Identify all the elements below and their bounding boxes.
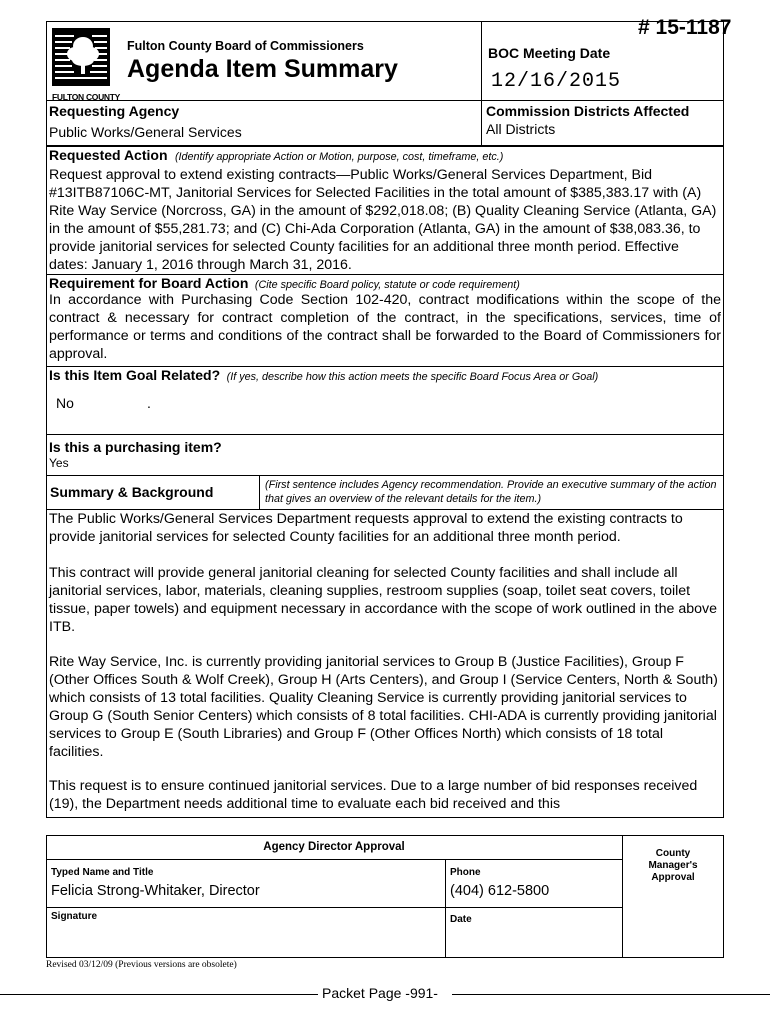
phone-label: Phone bbox=[450, 867, 481, 878]
goal-dot: . bbox=[147, 395, 151, 411]
goal-value: No bbox=[56, 395, 74, 411]
date-label: Date bbox=[450, 914, 472, 925]
summary-paragraph-1: The Public Works/General Services Department requests approval to extend the existing contracts to provide janitorial services for selected County facilities for an additional three month period. bbox=[49, 511, 683, 545]
requirement-text: In accordance with Purchasing Code Section 102-420, contract modifications within the scope of the contract & necessary for contract completion of the contract, in the specifications, services, time of performance or terms and conditions of the contract shall be forwarded to the Board of Commissioners for approval. bbox=[49, 292, 721, 362]
summary-label: Summary & Background bbox=[50, 484, 214, 500]
requirement-heading bbox=[49, 275, 520, 293]
org-name: Fulton County Board of Commissioners bbox=[127, 39, 364, 53]
typed-name-value: Felicia Strong-Whitaker, Director bbox=[51, 883, 260, 899]
revised-note: Revised 03/12/09 (Previous versions are obsolete) bbox=[46, 960, 237, 970]
logo-text: FULTON COUNTY bbox=[52, 92, 121, 102]
requested-action-heading bbox=[49, 147, 503, 165]
goal-label: Is this Item Goal Related? bbox=[49, 367, 221, 383]
summary-paragraph-2: This contract will provide general janitorial cleaning for selected County facilities and shall include all janitorial services, labor, materials, cleaning supplies, restroom supplies (soap, toilet seat covers, toilet tissue, paper towels) and equipment necessary in accordance with the scope of work outlined in the above ITB. bbox=[49, 565, 717, 635]
meeting-date-label: BOC Meeting Date bbox=[488, 45, 611, 61]
approval-title: Agency Director Approval bbox=[263, 841, 405, 853]
county-manager-approval: County Manager's Approval bbox=[648, 848, 698, 883]
goal-heading bbox=[49, 367, 598, 385]
requesting-agency-value: Public Works/General Services bbox=[49, 124, 242, 140]
purchasing-value: Yes bbox=[49, 456, 69, 470]
districts-value: All Districts bbox=[486, 121, 556, 137]
districts-label: Commission Districts Affected bbox=[486, 103, 690, 119]
summary-paragraph-3: Rite Way Service, Inc. is currently providing janitorial services to Group B (Justice Facilities), Group F (Other Offices South & Wolf Creek), Group H (Arts Centers), and Group I (Service Centers, North & South) which consists of 13 total facilities. Quality Cleaning Service is currently providing janitorial services to Group G (South Senior Centers) which consists of 8 total facilities. CHI-ADA is currently providing janitorial services to Group E (South Libraries) and Group F (Other Offices North) which consists of 18 total facilities. bbox=[49, 654, 718, 760]
requested-action-label: Requested Action bbox=[49, 147, 168, 163]
purchasing-label: Is this a purchasing item? bbox=[49, 439, 222, 455]
item-number: # 15-1187 bbox=[638, 16, 732, 39]
requesting-agency-label: Requesting Agency bbox=[49, 103, 180, 119]
typed-name-label: Typed Name and Title bbox=[51, 867, 154, 878]
requirement-note: (Cite specific Board policy, statute or code requirement) bbox=[254, 279, 520, 291]
requirement-label: Requirement for Board Action bbox=[49, 275, 249, 291]
summary-note: (First sentence includes Agency recommendation. Provide an executive summary of the action that gives an overview of the relevant details for the item.) bbox=[265, 479, 717, 505]
requested-action-note: (Identify appropriate Action or Motion, purpose, cost, timeframe, etc.) bbox=[174, 151, 504, 163]
meeting-date: 12/16/2015 bbox=[491, 70, 622, 93]
tree-logo-icon bbox=[52, 28, 110, 86]
summary-paragraph-4: This request is to ensure continued janitorial services. Due to a large number of bid responses received (19), the Department needs additional time to evaluate each bid received and this bbox=[49, 778, 698, 812]
requested-action-text: Request approval to extend existing contracts—Public Works/General Services Department, Bid #13ITB87106C-MT, Janitorial Services for Selected Facilities in the total amount of $385,383.17 with (A) Rite Way Service (Norcross, GA) in the amount of $292,018.08; (B) Quality Cleaning Service (Atlanta, GA) in the amount of $55,281.73; and (C) Chi-Ada Corporation (Atlanta, GA) in the amount of $38,083.36, to provide janitorial services for selected County facilities for an additional three month period. Effective dates: January 1, 2016 through March 31, 2016. bbox=[49, 167, 717, 273]
fulton-county-logo bbox=[52, 28, 121, 102]
phone-value: (404) 612-5800 bbox=[450, 883, 550, 899]
goal-note: (If yes, describe how this action meets the specific Board Focus Area or Goal) bbox=[226, 371, 599, 383]
signature-label: Signature bbox=[51, 911, 98, 922]
packet-page: Packet Page -991- bbox=[322, 985, 438, 1001]
page-title: Agenda Item Summary bbox=[127, 55, 398, 83]
